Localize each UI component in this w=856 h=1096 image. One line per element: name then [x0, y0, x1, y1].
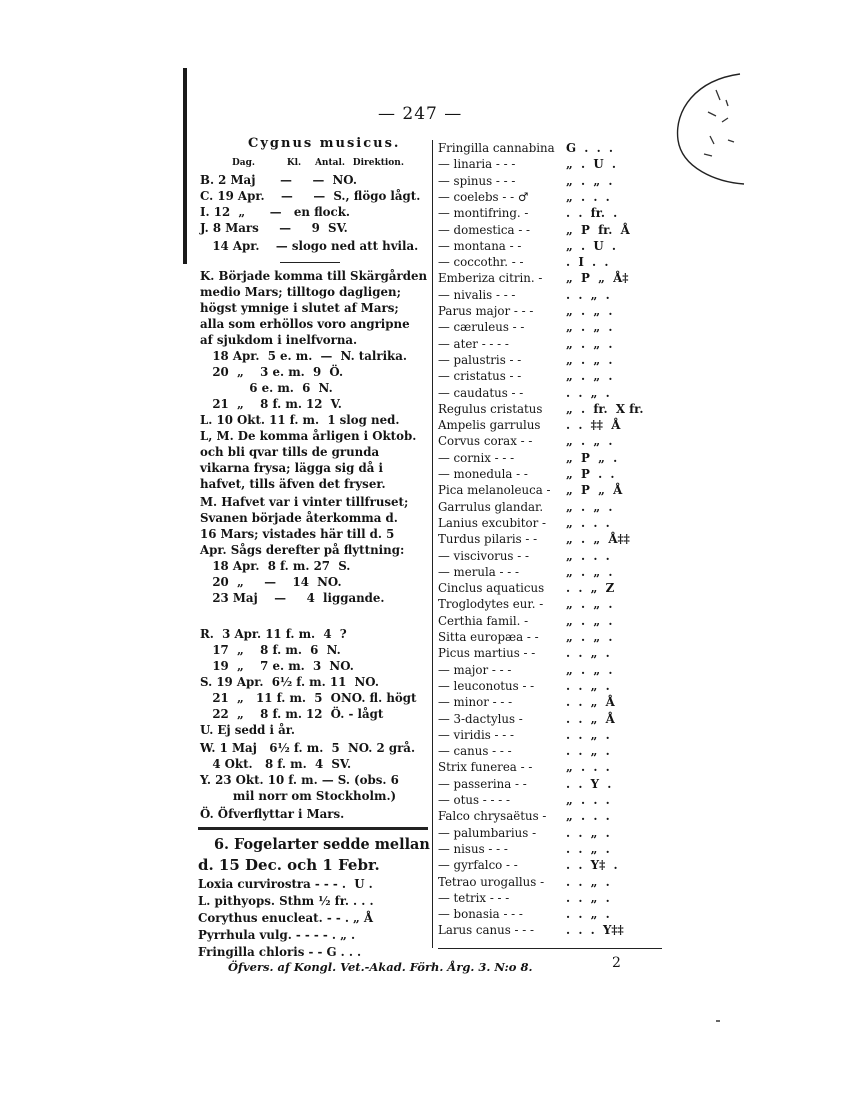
observation-line: 20 „ — 14 NO.: [200, 575, 342, 589]
species-name: — caudatus - -: [438, 385, 524, 400]
species-marks: „ P . .: [566, 467, 615, 481]
species-name: — leuconotus - -: [438, 678, 535, 693]
observation-line: 16 Mars; vistades här till d. 5: [200, 527, 395, 541]
observation-line: B. 2 Maj — — NO.: [200, 173, 357, 187]
winter-species-line: L. pithyops. Sthm ½ fr. . . .: [198, 894, 374, 908]
species-name: — major - - -: [438, 662, 512, 677]
observation-line: L, M. De komma årligen i Oktob.: [200, 429, 417, 443]
species-name: Turdus pilaris - -: [438, 532, 538, 547]
observation-line: 21 „ 11 f. m. 5 ONO. fl. högt: [200, 691, 417, 705]
observation-line: M. Hafvet var i vinter tillfruset;: [200, 495, 409, 509]
species-marks: „ . „ .: [566, 434, 613, 449]
species-name: — viscivorus - -: [438, 548, 529, 563]
observation-line: K. Började komma till Skärgården: [200, 269, 428, 283]
species-name: — merula - - -: [438, 564, 519, 579]
species-name: — tetrix - - -: [438, 890, 510, 905]
species-marks: „ . . .: [566, 515, 610, 530]
species-marks: „ . . .: [566, 548, 610, 563]
observation-line: 6 e. m. 6 N.: [200, 381, 333, 395]
observation-line: C. 19 Apr. — — S., flögo lågt.: [200, 189, 421, 203]
table-header: [232, 153, 404, 169]
species-name: — passerina - -: [438, 776, 527, 791]
species-name: Larus canus - - -: [438, 923, 535, 938]
species-marks: „ . „ .: [566, 597, 613, 612]
species-name: Sitta europæa - -: [438, 630, 539, 644]
species-marks: „ . „ .: [566, 630, 613, 644]
species-name: Certhia famil. -: [438, 613, 529, 628]
observation-line: Ö. Öfverflyttar i Mars.: [200, 807, 345, 821]
species-name: — linaria - - -: [438, 157, 516, 172]
species-name: Strix funerea - -: [438, 760, 533, 775]
species-marks: „ . U .: [566, 157, 616, 172]
species-marks: . . Y .: [566, 776, 612, 791]
species-marks: . . „ Z: [566, 581, 615, 596]
observation-line: J. 8 Mars — 9 SV.: [200, 221, 348, 235]
winter-species-line: Fringilla chloris - - G . . .: [198, 945, 362, 959]
species-marks: . . „ Å: [566, 695, 615, 710]
species-name: — spinus - - -: [438, 173, 516, 188]
observation-line: Y. 23 Okt. 10 f. m. — S. (obs. 6: [200, 773, 399, 787]
species-marks: . . „ .: [566, 907, 610, 922]
observation-line: 14 Apr. — slogo ned att hvila.: [200, 239, 419, 253]
observation-line: 22 „ 8 f. m. 12 Ö. - lågt: [200, 707, 384, 721]
species-marks: „ . „ .: [566, 352, 613, 367]
footer-citation: Öfvers. af Kongl. Vet.-Akad. Förh. Årg. 3. N:o 8.: [228, 960, 533, 974]
species-marks: . . „ .: [566, 744, 610, 759]
species-name: — palumbarius -: [438, 825, 537, 840]
section-heading: 6. Fogelarter sedde mellan: [214, 835, 430, 853]
species-marks: „ . . .: [566, 809, 610, 824]
species-marks: . . „ .: [566, 678, 610, 693]
observation-line: 18 Apr. 8 f. m. 27 S.: [200, 559, 351, 573]
species-title: Cygnus musicus.: [248, 136, 401, 151]
observation-line: af sjukdom i inelfvorna.: [200, 333, 358, 347]
species-name: Fringilla cannabina: [438, 141, 555, 155]
species-name: Pica melanoleuca -: [438, 483, 551, 498]
species-marks: . . „ .: [566, 890, 610, 905]
observation-line: 17 „ 8 f. m. 6 N.: [200, 643, 341, 657]
species-marks: . . . Y‡‡: [566, 923, 624, 938]
species-name: — nisus - - -: [438, 841, 508, 856]
species-name: — cristatus - -: [438, 369, 522, 384]
observation-line: 20 „ 3 e. m. 9 Ö.: [200, 365, 344, 379]
column-divider: [432, 140, 433, 948]
species-marks: „ P fr. Å: [566, 222, 630, 237]
species-marks: . . „ .: [566, 874, 610, 889]
winter-species-line: Corythus enucleat. - - . „ Å: [198, 911, 374, 925]
stray-mark: [716, 1020, 720, 1022]
species-marks: „ . U .: [566, 238, 616, 253]
species-name: — coccothr. - -: [438, 255, 524, 270]
species-marks: „ . . .: [566, 793, 610, 807]
species-marks: „ . „ .: [566, 564, 613, 579]
section-rule: [198, 827, 428, 830]
species-marks: . . Y‡ .: [566, 858, 618, 873]
species-marks: „ . . .: [566, 189, 610, 204]
species-name: — minor - - -: [438, 695, 513, 710]
species-name: Ampelis garrulus: [438, 418, 541, 433]
signature-mark: 2: [612, 955, 621, 971]
species-name: Tetrao urogallus -: [438, 874, 545, 889]
species-marks: . . „ .: [566, 287, 610, 302]
species-name: — cornix - - -: [438, 450, 515, 465]
page-number: — 247 —: [378, 104, 463, 124]
column-end-rule: [438, 948, 662, 949]
species-name: Cinclus aquaticus: [438, 581, 545, 596]
species-name: — ater - - - -: [438, 336, 509, 351]
species-marks: . . „ .: [566, 825, 610, 840]
observation-line: och bli qvar tills de grunda: [200, 445, 380, 459]
species-marks: „ P „ .: [566, 450, 618, 465]
observation-line: medio Mars; tilltogo dagligen;: [200, 285, 401, 299]
species-name: Falco chrysaëtus -: [438, 809, 547, 824]
species-name: — montifring. -: [438, 206, 529, 221]
observation-line: alla som erhöllos voro angripne: [200, 317, 410, 331]
header-time: Kl.: [286, 158, 302, 168]
observation-line: U. Ej sedd i år.: [200, 723, 296, 737]
species-name: — domestica - -: [438, 222, 531, 237]
species-name: — monedula - -: [438, 467, 528, 481]
observation-line: Svanen började återkomma d.: [200, 511, 398, 525]
species-name: — coelebs - - ♂: [438, 189, 529, 204]
observation-line: Apr. Sågs derefter på flyttning:: [200, 543, 405, 557]
observation-line: S. 19 Apr. 6½ f. m. 11 NO.: [200, 675, 379, 689]
species-name: Troglodytes eur. -: [438, 597, 544, 612]
species-marks: „ . „ .: [566, 613, 613, 628]
header-date: Dag.: [232, 158, 256, 168]
species-marks: . . fr. .: [566, 206, 618, 221]
species-name: — nivalis - - -: [438, 287, 516, 302]
species-marks: „ . „ .: [566, 336, 613, 351]
species-name: Garrulus glandar.: [438, 499, 544, 514]
species-name: — 3-dactylus -: [438, 711, 523, 726]
species-name: — canus - - -: [438, 744, 512, 759]
species-marks: „ P „ Å: [566, 483, 623, 498]
header-count: Antal.: [314, 158, 346, 168]
observation-line: hafvet, tills äfven det fryser.: [200, 477, 386, 491]
species-name: — viridis - - -: [438, 727, 514, 742]
species-marks: G . . .: [566, 141, 614, 155]
short-rule: [280, 262, 340, 263]
species-name: — gyrfalco - -: [438, 858, 518, 873]
observation-line: L. 10 Okt. 11 f. m. 1 slog ned.: [200, 413, 400, 427]
winter-species-line: Loxia curvirostra - - - . U .: [198, 877, 373, 891]
species-marks: „ . „ .: [566, 662, 613, 677]
species-name: Parus major - - -: [438, 304, 534, 318]
species-name: Corvus corax - -: [438, 434, 533, 449]
species-marks: „ . „ .: [566, 369, 613, 384]
species-marks: „ . „ .: [566, 304, 613, 318]
species-marks: „ . „ .: [566, 173, 613, 188]
species-marks: . . „ .: [566, 841, 610, 856]
species-name: — palustris - -: [438, 352, 522, 367]
species-marks: . . „ .: [566, 385, 610, 400]
header-direction: Direktion.: [352, 158, 404, 168]
observation-line: högst ymnige i slutet af Mars;: [200, 301, 399, 315]
species-name: Lanius excubitor -: [438, 515, 547, 530]
species-marks: „ . fr. X fr.: [566, 401, 644, 416]
species-name: — bonasia - - -: [438, 907, 523, 922]
species-name: Regulus cristatus: [438, 401, 543, 416]
species-name: — otus - - - -: [438, 793, 510, 807]
observation-line: vikarna frysa; lägga sig då i: [200, 461, 383, 475]
species-marks: „ . „ Å‡‡: [566, 532, 630, 547]
observation-line: R. 3 Apr. 11 f. m. 4 ?: [200, 627, 347, 641]
section-subheading: d. 15 Dec. och 1 Febr.: [198, 856, 380, 874]
species-name: Emberiza citrin. -: [438, 271, 543, 286]
library-stamp: [656, 70, 746, 190]
observation-line: I. 12 „ — en flock.: [200, 205, 351, 219]
species-name: Picus martius - -: [438, 646, 536, 661]
species-marks: „ . „ .: [566, 320, 613, 335]
page-edge-mark: [183, 68, 187, 264]
observation-line: 21 „ 8 f. m. 12 V.: [200, 397, 342, 411]
species-marks: . . „ .: [566, 646, 610, 661]
observation-line: 19 „ 7 e. m. 3 NO.: [200, 659, 354, 673]
species-name: — montana - -: [438, 238, 522, 253]
species-marks: . . „ .: [566, 727, 610, 742]
species-marks: . . ‡‡ Å: [566, 418, 621, 433]
species-name: — cæruleus - -: [438, 320, 525, 335]
observation-line: mil norr om Stockholm.): [200, 789, 397, 803]
observation-line: 23 Maj — 4 liggande.: [200, 591, 385, 605]
observation-line: 18 Apr. 5 e. m. — N. talrika.: [200, 349, 407, 363]
winter-species-line: Pyrrhula vulg. - - - - . „ .: [198, 928, 356, 942]
species-marks: . I . .: [566, 255, 609, 270]
species-marks: „ . „ .: [566, 499, 613, 514]
species-marks: „ . . .: [566, 760, 610, 775]
species-marks: „ P „ Å‡: [566, 271, 629, 286]
observation-line: 4 Okt. 8 f. m. 4 SV.: [200, 757, 352, 771]
observation-line: W. 1 Maj 6½ f. m. 5 NO. 2 grå.: [200, 741, 416, 755]
species-marks: . . „ Å: [566, 711, 615, 726]
